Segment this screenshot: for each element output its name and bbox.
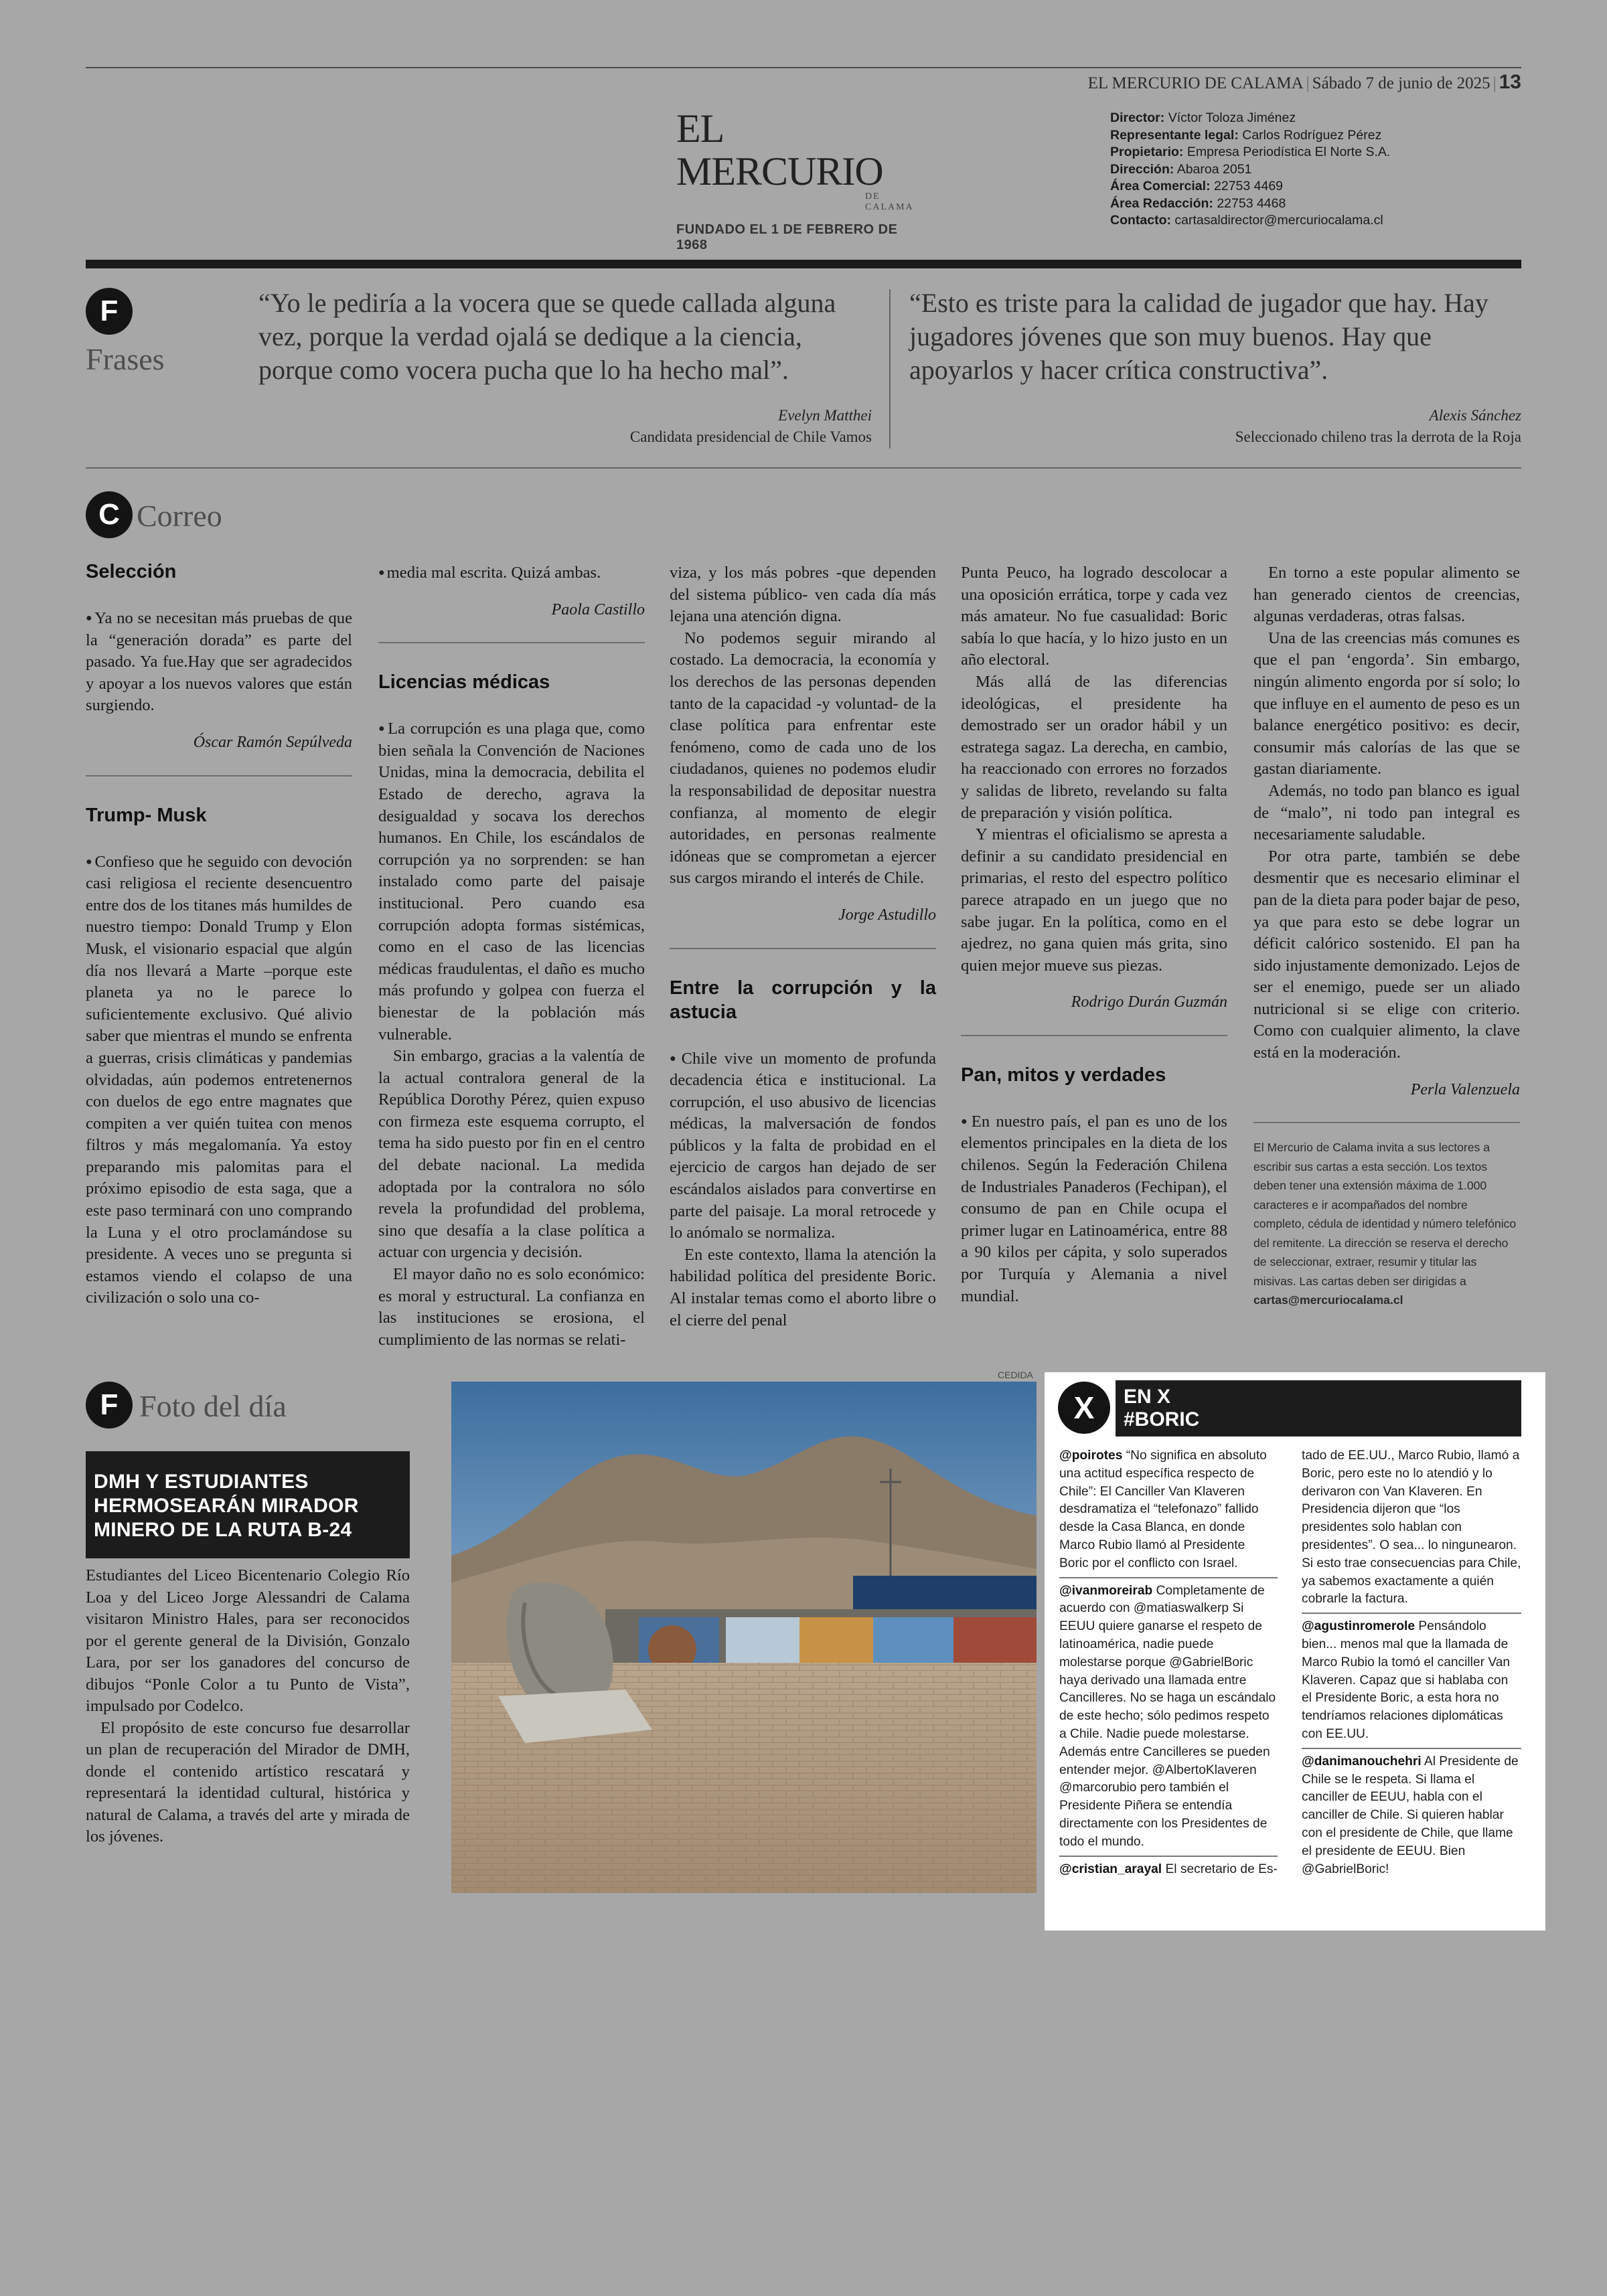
foto-paragraph: El propósito de este concurso fue desarrollar un plan de recuperación del Mirador de DMH, donde el contenido artístico rescatará y representará la identidad cultural, histórica y natural de Calama, a través del arte y mirada de los jóvenes. — [86, 1718, 410, 1846]
foto-headline-box — [86, 1451, 410, 1558]
tweets-column-right — [1302, 1447, 1521, 1878]
tweet — [1059, 1447, 1278, 1573]
quote-2-author: Alexis Sánchez — [1429, 407, 1521, 424]
letter-signature: Rodrigo Durán Guzmán — [1071, 993, 1227, 1011]
tweet-text: “No significa en absoluto una actitud específica respecto de Chile”: El Canciller Van Klaveren desdramatiza el “telefonazo” fallido desde la Casa Blanca, en donde Marco Rubio llamó al Presidente Boric por el conflicto con Israel. — [1059, 1449, 1267, 1570]
tweet — [1059, 1861, 1278, 1879]
submission-notice: El Mercurio de Calama invita a sus lectores a escribir sus cartas a esta sección. Los textos deben tener una extensión máxima de 1.000 caracteres e ir acompañados del nombre completo, cédula de identidad y número telefónico del remitente. La dirección se reserva el derecho de seleccionar, extraer, resumir y titular las misivas. Las cartas deben ser dirigidas a cartas@mercuriocalama.cl — [1253, 1141, 1517, 1307]
staff-line: Representante legal: Carlos Rodríguez Pérez — [1110, 127, 1382, 143]
letter-paragraph: ● media mal escrita. Quizá ambas. — [378, 562, 645, 584]
tweet-user[interactable]: @danimanouchehri — [1302, 1754, 1422, 1769]
en-x-header — [1116, 1380, 1521, 1437]
correo-title: Correo — [137, 499, 222, 533]
letter-paragraph: ● La corrupción es una plaga que, como bien señala la Convención de Naciones Unidas, mina la democracia, debilita el Estado de derecho, agrava la desigualdad y socava los derechos humanos. En Chile, los escándalos de corrupción ya no sorprenden: se han instalado como parte del paisaje institucional. Pero cuando esa corrupción adopta formas sistémicas, como en el caso de las licencias médicas fraudulentas, el daño es mucho más profundo y golpea con fuerza el bienestar de la población más vulnerable. — [378, 718, 645, 1046]
folio-date: Sábado 7 de junio de 2025 — [1312, 74, 1490, 92]
top-rule — [86, 67, 1521, 68]
submission-email[interactable]: cartas@mercuriocalama.cl — [1253, 1293, 1403, 1307]
quote-1-author: Evelyn Matthei — [778, 407, 872, 424]
staff-line: Área Redacción: 22753 4468 — [1110, 195, 1286, 211]
letter-title: Licencias médicas — [378, 671, 550, 693]
x-badge: X — [1058, 1382, 1110, 1434]
letter-signature: Óscar Ramón Sepúlveda — [193, 733, 352, 751]
tweet-text: Completamente de acuerdo con @matiaswalkerp Si EEUU quiere ganarse el respeto de latinoamérica, nadie puede molestarse porque @GabrielBoric haya derivado una llamada entre Cancilleres. No se haga un escándalo de este hecho; sólo pedimos respeto a Chile. Nadie puede molestarse. Además entre Cancilleres se pueden entender mejor. @AlbertoKlaveren @marcorubio pero también el Presidente Piñera se entendía directamente con los Presidentes de todo el mundo. — [1059, 1583, 1276, 1849]
letter-divider — [961, 1035, 1227, 1036]
en-x-hashtag: #BORIC — [1124, 1408, 1200, 1430]
staff-line: Contacto: cartasaldirector@mercuriocalama.cl — [1110, 213, 1383, 228]
letter-paragraph: Punta Peuco, ha logrado descolocar a una oposición errática, torpe y cada vez más amateur. No fue casualidad: Boric sabía lo que hacía, y lo hizo justo en un año electoral. — [961, 564, 1227, 669]
tweet-text: El secretario de Es- — [1162, 1862, 1278, 1876]
letter-paragraph: En este contexto, llama la atención la habilidad política del presidente Boric. Al instalar temas como el aborto libre o el cierre del penal — [670, 1245, 936, 1329]
letter-paragraph: ● Confieso que he seguido con devoción casi religiosa el reciente desencuentro entre dos de los titanes más humildes de nuestro tiempo: Donald Trump y Elon Musk, el visionario espacial que algún día nos llevará a Marte –porque este planeta ya no le parece lo suficientemente exclusivo. Qué alivio saber que mientras el mundo se enfrenta a guerras, crisis climáticas y pandemias olvidadas, aún podemos entretenernos con duelos de ego entre magnates que compiten a ver quién tuitea con menos filtros y más megalomanía. Ya estoy preparando mis palomitas para el próximo episodio de esta saga, que a este paso terminará con uno comprando la Luna y el otro proclamándose su presidente. A veces uno se pregunta si estamos viendo el colapso de una civilización o solo una co- — [86, 851, 352, 1309]
frases-badge: F — [86, 288, 133, 335]
letter-paragraph: En torno a este popular alimento se han generado cientos de creencias, algunas verdaderas, otras falsas. — [1253, 564, 1520, 626]
letter-divider — [670, 948, 936, 949]
tweet-divider — [1059, 1577, 1278, 1578]
founded-line: FUNDADO EL 1 DE FEBRERO DE 1968 — [676, 222, 898, 252]
tweet — [1302, 1753, 1521, 1879]
tweet-user[interactable]: @ivanmoreirab — [1059, 1583, 1153, 1598]
letter-signature: Perla Valenzuela — [1410, 1080, 1520, 1098]
tweet-divider — [1302, 1613, 1521, 1614]
frases-title: Frases — [86, 342, 165, 376]
letter-title: Entre la corrupción y la astucia — [670, 977, 936, 1023]
letter-divider — [86, 775, 352, 776]
photo-credit: CEDIDA — [998, 1370, 1033, 1380]
letter-title: Pan, mitos y verdades — [961, 1064, 1166, 1086]
tweet-text: Al Presidente de Chile se le respeta. Si llama el canciller de EEUU, habla con el canciller de Chile. Si quieren hablar con el presidente de Chile, que llame el presidente de EEUU. Bien @GabrielBoric! — [1302, 1754, 1519, 1876]
folio-paper-name: EL MERCURIO DE CALAMA — [1087, 74, 1304, 92]
correo-column-3 — [670, 562, 936, 1331]
logo-sub: DE CALAMA — [865, 191, 914, 212]
letter-title: Trump- Musk — [86, 804, 207, 826]
quote-1-text: “Yo le pediría a la vocera que se quede callada alguna vez, porque la verdad ojalá se dedique a la ciencia, porque como vocera pucha que lo ha hecho mal”. — [258, 288, 836, 385]
staff-box — [1110, 110, 1390, 230]
header-thick-bar — [86, 260, 1521, 268]
foto-title: Foto del día — [139, 1389, 287, 1423]
letter-title: Selección — [86, 561, 177, 582]
contact-email[interactable]: cartasaldirector@mercuriocalama.cl — [1174, 213, 1383, 228]
tweet — [1302, 1447, 1521, 1609]
letter-paragraph: ● Chile vive un momento de profunda decadencia ética e institucional. La corrupción, el uso abusivo de licencias médicas, la malversación de fondos públicos y la falta de probidad en el ejercicio de cargos han dejado de ser escándalos aislados para convertirse en parte del paisaje. La moral retrocede y lo anómalo se normaliza. — [670, 1048, 936, 1244]
letter-signature: Jorge Astudillo — [838, 906, 936, 924]
correo-badge: C — [86, 491, 133, 538]
page-number: 13 — [1499, 71, 1521, 93]
letter-paragraph: Más allá de las diferencias ideológicas, el presidente ha demostrado ser un orador hábil y un estratega sagaz. La derecha, en cambio, ha reaccionado con errores no forzados y salidas de libreto, revelando su falta de preparación y visión política. — [961, 672, 1227, 822]
tweets-column-left — [1059, 1447, 1278, 1878]
logo-main: EL MERCURIO — [676, 106, 883, 193]
mural-photo — [451, 1382, 1037, 1893]
letter-divider — [378, 642, 645, 643]
foto-badge: F — [86, 1382, 133, 1428]
correo-column-2 — [378, 562, 645, 1351]
correo-column-5 — [1253, 562, 1520, 1310]
letter-divider — [1253, 1122, 1520, 1123]
correo-column-1 — [86, 560, 352, 1309]
tweet-user[interactable]: @poirotes — [1059, 1449, 1123, 1463]
tweet-divider — [1302, 1748, 1521, 1749]
frases-divider — [889, 289, 891, 448]
letter-paragraph: Por otra parte, también se debe desmentir que es necesario eliminar el pan de la dieta para poder bajar de peso, ya que para esto se debe lograr un déficit calórico sostenido. El pan ha sido injustamente demonizado. Lejos de ser el enemigo, puede ser un aliado nutricional si se elige con criterio. Como con cualquier alimento, la clave está en la moderación. — [1253, 847, 1520, 1062]
letter-signature: Paola Castillo — [551, 600, 645, 619]
staff-line: Propietario: Empresa Periodística El Norte S.A. — [1110, 145, 1391, 159]
letter-paragraph: Y mientras el oficialismo se apresta a definir a su candidato presidencial en primarias, el resto del espectro político parece atrapado en un juego que no sabe jugar. En la política, como en el ajedrez, no gana quien más grita, sino quien mejor mueve sus piezas. — [961, 825, 1227, 975]
tweet-user[interactable]: @cristian_arayal — [1059, 1862, 1162, 1876]
quote-1-role: Candidata presidencial de Chile Vamos — [629, 428, 872, 445]
letter-paragraph: Además, no todo pan blanco es igual de “malo”, ni todo pan integral es necesariamente saludable. — [1253, 781, 1520, 844]
tweet-text: Pensándolo bien... menos mal que la llamada de Marco Rubio la tomó el canciller Van Klaveren. Capaz que si hablaba con el Presidente Boric, a esta hora no tendríamos relaciones diplomáticas con EE.UU. — [1302, 1619, 1511, 1741]
en-x-title: EN X — [1124, 1386, 1171, 1408]
letter-paragraph: Sin embargo, gracias a la valentía de la actual contralora general de la República Dorothy Pérez, quien expuso con firmeza este esquema corrupto, el tema ha sido puesto por fin en el centro del debate nacional. La medida adoptada por la contralora no sólo revela la profundidad del problema, sino que desafía a la clase política a actuar con urgencia y decisión. — [378, 1047, 645, 1262]
letter-paragraph: viza, y los más pobres -que dependen del sistema público- ven cada día más lejana una atención digna. — [670, 564, 936, 626]
foto-paragraph: Estudiantes del Liceo Bicentenario Colegio Río Loa y del Liceo Jorge Alessandri de Calama visitaron Ministro Hales, para ser reconocidos por el gerente general de la División, Gonzalo Lara, por ser los ganadores del concurso de dibujos “Ponle Color a tu Punto de Vista”, impulsado por Codelco. — [86, 1566, 410, 1715]
tweet-text: tado de EE.UU., Marco Rubio, llamó a Boric, pero este no lo atendió y lo derivaron con Van Klaveren. En Presidencia dijeron que “los presidentes solo hablan con presidentes”. O sea... lo ningunearon. Si esto trae consecuencias para Chile, ya sabemos exactamente a quién cobrarle la factura. — [1302, 1449, 1521, 1607]
letter-paragraph: ● Ya no se necesitan más pruebas de que la “generación dorada” es parte del pasado. Ya fue.Hay que ser agradecidos y apoyar a los nuevos valores que están surgiendo. — [86, 608, 352, 717]
staff-line: Dirección: Abaroa 2051 — [1110, 161, 1252, 177]
staff-line: Director: Víctor Toloza Jiménez — [1110, 110, 1296, 125]
folio: EL MERCURIO DE CALAMA | Sábado 7 de junio de 2025 | 13 — [1087, 71, 1521, 93]
letter-paragraph: No podemos seguir mirando al costado. La democracia, la economía y los derechos de las personas dependen tanto de la capacidad -y voluntad- de la clase política para enfrentar este fenómeno, como de cada uno de los ciudadanos, quienes no podemos eludir la responsabilidad de depositar nuestra confianza, al momento de elegir autoridades, en personas realmente idóneas que se comprometan a ejercer sus cargos mirando el interés de Chile. — [670, 629, 936, 888]
foto-caption — [86, 1565, 410, 1848]
quote-2-text: “Esto es triste para la calidad de jugador que hay. Hay jugadores jóvenes que son muy buenos. Hay que apoyarlos y hacer crítica constructiva”. — [909, 288, 1488, 385]
foto-headline: DMH Y ESTUDIANTES HERMOSEARÁN MIRADOR MINERO DE LA RUTA B-24 — [94, 1471, 359, 1541]
tweet — [1302, 1618, 1521, 1744]
tweet-user[interactable]: @agustinromerole — [1302, 1619, 1415, 1634]
letter-paragraph: El mayor daño no es solo económico: es moral y estructural. La confianza en las instituciones se erosiona, el cumplimiento de las normas se relati- — [378, 1265, 645, 1349]
frases-bottom-rule — [86, 467, 1521, 469]
tweet-divider — [1059, 1856, 1278, 1857]
masthead-logo — [676, 107, 931, 253]
correo-column-4 — [961, 562, 1227, 1307]
staff-line: Área Comercial: 22753 4469 — [1110, 179, 1284, 193]
letter-paragraph: ● En nuestro país, el pan es uno de los elementos principales en la dieta de los chilenos. Según la Federación Chilena de Industriales Panaderos (Fechipan), el consumo de pan en Chile ocupa el primer lugar en Latinoamérica, entre 88 a 90 kilos per cápita, y solo superados por Turquía y Alemania a nivel mundial. — [961, 1111, 1227, 1307]
quote-2-role: Seleccionado chileno tras la derrota de la Roja — [1235, 428, 1521, 445]
tweet — [1059, 1582, 1278, 1852]
letter-paragraph: Una de las creencias más comunes es que el pan ‘engorda’. Sin embargo, ningún alimento engorda por sí solo; lo que influye en el aumento de peso es un balance energético positivo: es decir, consumir más calorías de las que se gastan diariamente. — [1253, 629, 1520, 778]
